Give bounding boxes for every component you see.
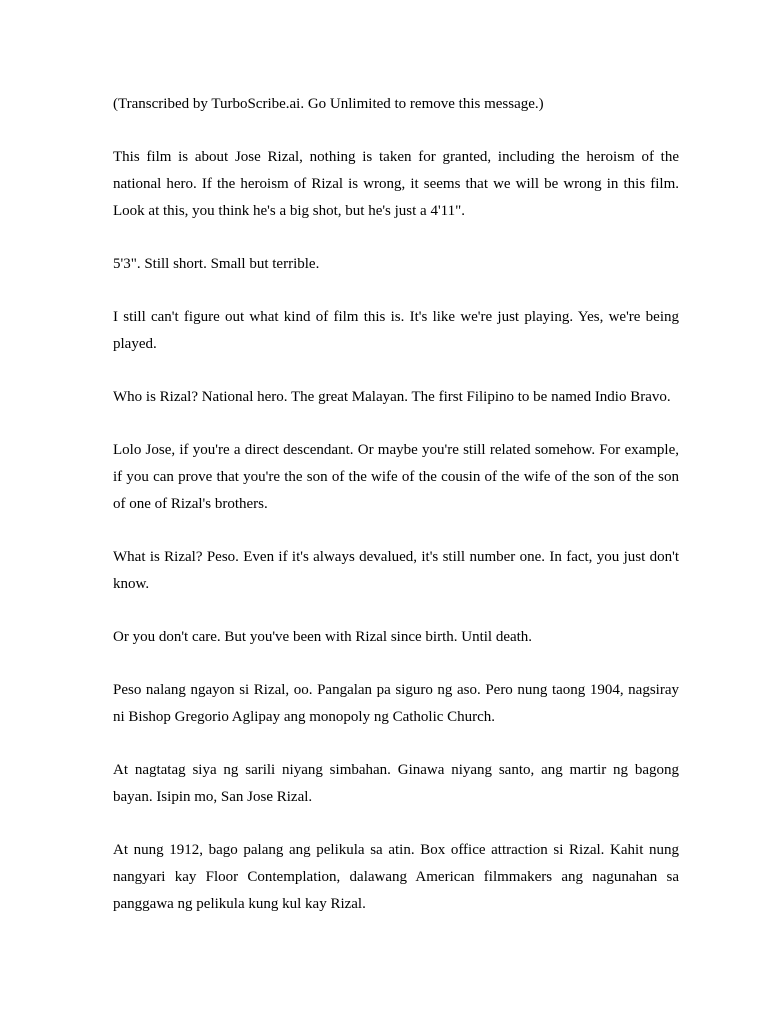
paragraph-3: I still can't figure out what kind of film this is. It's like we're just playing. Yes, we're being played. bbox=[113, 309, 679, 352]
paragraph-4: Who is Rizal? National hero. The great Malayan. The first Filipino to be named Indio Bravo. bbox=[113, 389, 671, 405]
paragraph-10: At nung 1912, bago palang ang pelikula sa atin. Box office attraction si Rizal. Kahit nung nangyari kay Floor Contemplation, dalawang American filmmakers ang nagunahan sa panggawa ng pelikula kung kul kay Rizal. bbox=[113, 842, 679, 912]
paragraph-1: This film is about Jose Rizal, nothing is taken for granted, including the heroism of the national hero. If the heroism of Rizal is wrong, it seems that we will be wrong in this film. Look at this, you think he's a big shot, but he's just a 4'11". bbox=[113, 149, 679, 219]
paragraph-7: Or you don't care. But you've been with Rizal since birth. Until death. bbox=[113, 629, 533, 645]
paragraph-2: 5'3". Still short. Small but terrible. bbox=[113, 256, 320, 272]
paragraph-6: What is Rizal? Peso. Even if it's always devalued, it's still number one. In fact, you just don't know. bbox=[113, 549, 679, 592]
transcription-notice: (Transcribed by TurboScribe.ai. Go Unlimited to remove this message.) bbox=[113, 96, 544, 112]
paragraph-5: Lolo Jose, if you're a direct descendant. Or maybe you're still related somehow. For example, if you can prove that you're the son of the wife of the cousin of the wife of the son of the son of one of Rizal's brothers. bbox=[113, 442, 679, 512]
paragraph-9: At nagtatag siya ng sarili niyang simbahan. Ginawa niyang santo, ang martir ng bagong bayan. Isipin mo, San Jose Rizal. bbox=[113, 762, 679, 805]
document-body bbox=[113, 91, 679, 944]
paragraph-8: Peso nalang ngayon si Rizal, oo. Pangalan pa siguro ng aso. Pero nung taong 1904, nagsiray ni Bishop Gregorio Aglipay ang monopoly ng Catholic Church. bbox=[113, 682, 679, 725]
